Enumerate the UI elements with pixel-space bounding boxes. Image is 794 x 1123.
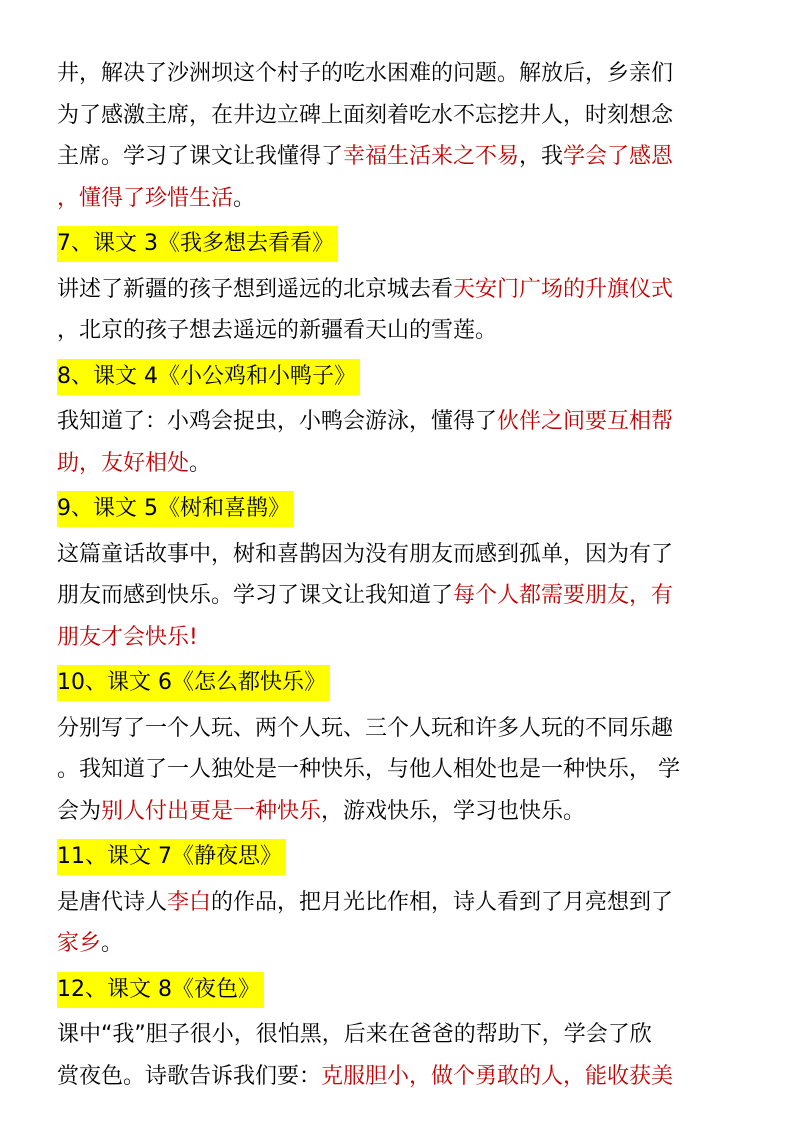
emphasis-text: 克服胆小，做个勇敢的人，能收获美 [321,1063,674,1089]
emphasis-text: 学会了感恩 [563,144,674,169]
intro-line-3 [57,136,747,178]
item-12-line-1 [57,1014,747,1056]
text-span: 赏夜色。诗歌告诉我们要： [57,1063,322,1089]
text-span: 为了感激主席，在井边立碑上面刻着吃水不忘挖井人，时刻想念 [57,102,674,128]
emphasis-text: 李白 [167,889,212,915]
emphasis-text: 别人付出更是一种快乐 [101,798,322,824]
emphasis-text: 幸福生活来之不易 [343,144,520,169]
emphasis-text: 伙伴之间要互相帮 [497,409,674,434]
item-11-line-1 [57,882,747,924]
text-span: 课中“我”胆子很小，很怕黑，后来在爸爸的帮助下，学会了欣 [57,1022,652,1047]
highlighted-heading: 9、课文 5《树和喜鹊》 [57,491,294,527]
intro-line-2 [57,95,747,137]
text-span: 讲述了新疆的孩子想到遥远的北京城去看 [57,276,454,302]
intro-line-1 [57,53,747,95]
document-page [57,53,747,1097]
text-span: 朋友而感到快乐。学习了课文让我知道了 [57,583,454,608]
item-heading-9 [57,484,747,534]
item-11-line-2 [57,923,747,965]
item-9-line-1 [57,534,747,576]
emphasis-text: 朋友才会快乐! [57,624,198,650]
text-span: 。 [233,185,256,211]
text-span: 。 [189,450,212,476]
item-12-line-2 [57,1056,747,1098]
emphasis-text: 天安门广场的升旗仪式 [453,276,674,302]
item-8-line-1 [57,401,747,443]
text-span: 是唐代诗人 [57,889,168,915]
item-10-line-2 [57,749,747,791]
item-heading-10 [57,658,747,708]
emphasis-text: 助，友好相处 [57,450,190,476]
text-span: 我知道了：小鸡会捉虫，小鸭会游泳，懂得了 [57,409,498,434]
text-span: ，游戏快乐，学习也快乐。 [321,798,586,824]
text-span: 。 [101,931,124,956]
item-7-line-1 [57,269,747,311]
text-span: 这篇童话故事中，树和喜鹊因为没有朋友而感到孤单，因为有了 [57,541,674,567]
text-span: 井，解决了沙洲坝这个村子的吃水困难的问题。解放后，乡亲们 [57,61,674,86]
item-8-line-2 [57,443,747,485]
item-10-line-1 [57,708,747,750]
item-heading-12 [57,965,747,1015]
text-span: ，北京的孩子想去遥远的新疆看天山的雪莲。 [57,318,498,343]
highlighted-heading: 8、课文 4《小公鸡和小鸭子》 [57,359,360,395]
item-heading-11 [57,832,747,882]
item-9-line-2 [57,575,747,617]
emphasis-text: 家乡 [57,931,102,956]
item-10-line-3 [57,791,747,833]
item-heading-7 [57,219,747,269]
item-7-line-2 [57,310,747,352]
emphasis-text: 每个人都需要朋友，有 [453,583,674,608]
text-span: 分别写了一个人玩、两个人玩、三个人玩和许多人玩的不同乐趣 [57,715,674,741]
highlighted-heading: 7、课文 3《我多想去看看》 [57,226,338,262]
intro-line-4 [57,178,747,220]
item-9-line-3 [57,617,747,659]
emphasis-text: ，懂得了珍惜生活 [57,185,234,211]
highlighted-heading: 10、课文 6《怎么都快乐》 [57,665,330,701]
text-span: 的作品，把月光比作相，诗人看到了月亮想到了 [211,889,674,915]
text-span: 。我知道了一人独处是一种快乐，与他人相处也是一种快乐， 学 [57,757,680,782]
item-heading-8 [57,352,747,402]
highlighted-heading: 12、课文 8《夜色》 [57,972,264,1008]
text-span: 会为 [57,798,102,824]
highlighted-heading: 11、课文 7《静夜思》 [57,839,286,875]
text-span: 主席。学习了课文让我懂得了 [57,144,344,169]
text-span: ，我 [519,144,564,169]
